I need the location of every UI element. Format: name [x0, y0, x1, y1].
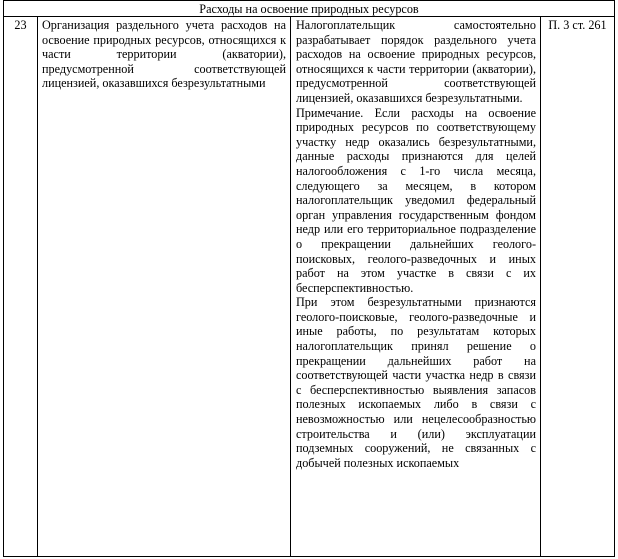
description-paragraph: Налогоплательщик самостоятельно разрабатывает порядок раздельного учета расходов на освоение природных ресурсов, относящихся к части территории (акватории), предусмотренной соответствующей лицензией, оказавшихся безрезультатными.	[296, 18, 536, 105]
description-cell	[291, 17, 541, 556]
description-paragraph: При этом безрезультатными признаются геолого-поисковые, геолого-разведочные и иные работы, по результатам которых налогоплательщик принял решение о прекращении дальнейших работ на соответствующей части участка недр в связи с бесперспективностью выявления запасов полезных ископаемых либо в связи с невозможностью или нецелесообразностью строительства и (или) эксплуатации подземных сооружений, не связанных с добычей полезных ископаемых	[296, 295, 536, 470]
table-row	[4, 17, 614, 556]
document-table	[3, 0, 615, 557]
section-title: Расходы на освоение природных ресурсов	[4, 1, 614, 17]
item-cell: Организация раздельного учета расходов на освоение природных ресурсов, относящихся к части территории (акватории), предусмотренной соответствующей лицензией, оказавшихся безрезультатными	[38, 17, 291, 556]
row-number: 23	[4, 17, 38, 556]
reference-cell: П. 3 ст. 261	[548, 18, 607, 32]
note-paragraph: Примечание. Если расходы на освоение природных ресурсов по соответствующему участку недр оказались безрезультатными, данные расходы признаются для целей налогообложения с 1-го числа месяца, следующего за месяцем, в котором налогоплательщик уведомил федеральный орган управления государственным фондом недр или его территориальное подразделение о прекращении дальнейших геолого-поисковых, геолого-разведочных и иных работ на этом участке в связи с их бесперспективностью.	[296, 105, 536, 295]
